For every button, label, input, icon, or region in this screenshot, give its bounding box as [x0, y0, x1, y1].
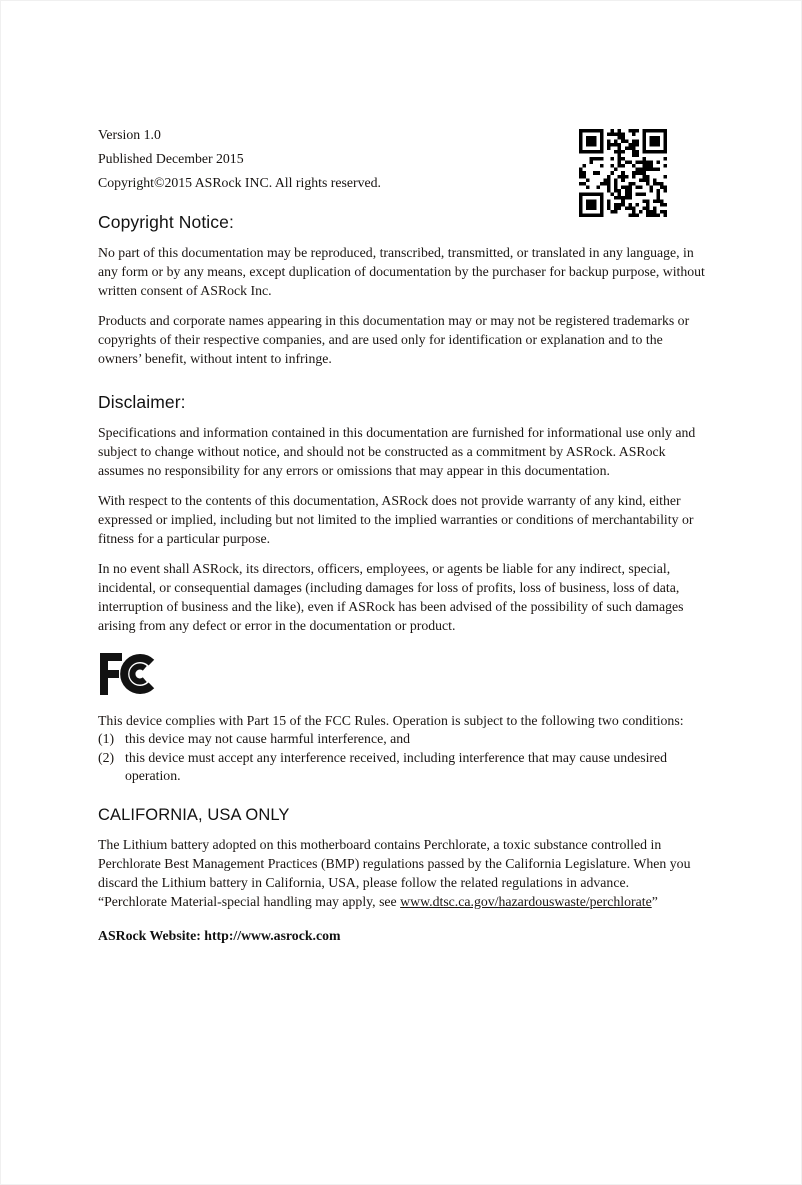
perchlorate-sentence-suffix: ”	[651, 893, 658, 909]
perchlorate-sentence-prefix: “Perchlorate Material-special handling may apply, see	[98, 893, 401, 909]
california-heading: CALIFORNIA, USA ONLY	[98, 805, 290, 824]
disclaimer-heading: Disclaimer:	[98, 392, 186, 412]
asrock-website-line: ASRock Website: http://www.asrock.com	[98, 927, 341, 943]
fcc-condition-2-number: (2)	[98, 749, 115, 765]
fcc-condition-1-number: (1)	[98, 731, 115, 746]
fcc-condition-1	[98, 730, 708, 749]
dtsc-link[interactable]: www.dtsc.ca.gov/hazardouswaste/perchlorate	[400, 893, 652, 909]
fcc-condition-2	[98, 749, 708, 786]
copyright-line: Copyright©2015 ASRock INC. All rights reserved.	[98, 175, 381, 190]
disclaimer-paragraph-2: With respect to the contents of this documentation, ASRock does not provide warranty of any kind, either expressed or implied, including but not limited to the implied warranties or conditions of merchantability or fitness for a particular purpose.	[98, 493, 694, 546]
california-text: The Lithium battery adopted on this motherboard contains Perchlorate, a toxic substance controlled in Perchlorate Best Management Practices (BMP) regulations passed by the California Legislature. When you discard the Lithium battery in California, USA, please follow the related regulations in advance.	[98, 836, 691, 890]
fcc-condition-1-text: this device may not cause harmful interference, and	[125, 731, 411, 746]
fcc-intro: This device complies with Part 15 of the FCC Rules. Operation is subject to the following two conditions:	[98, 713, 684, 728]
disclaimer-paragraph-3: In no event shall ASRock, its directors, officers, employees, or agents be liable for any indirect, special, incidental, or consequential damages (including damages for loss of profits, loss of business, loss of data, interruption of business and the like), even if ASRock has been advised of the possibility of such damages arising from any defect or error in the documentation or product.	[98, 561, 684, 633]
disclaimer-paragraph-1: Specifications and information contained in this documentation are furnished for informational use only and subject to change without notice, and should not be constructed as a commitment by ASRock. ASRock assumes no responsibility for any errors or omissions that may appear in this documentation.	[98, 425, 696, 478]
fcc-condition-2-text: this device must accept any interference received, including interference that may cause undesired operation.	[125, 749, 668, 783]
fcc-conditions	[98, 730, 708, 786]
copyright-notice-heading: Copyright Notice:	[98, 212, 234, 232]
copyright-paragraph-1: No part of this documentation may be reproduced, transcribed, transmitted, or translated in any language, in any form or by any means, except duplication of documentation by the purchaser for backup purpose, without written consent of ASRock Inc.	[98, 245, 705, 298]
fcc-logo	[98, 649, 168, 699]
version-line: Version 1.0	[98, 127, 161, 142]
published-line: Published December 2015	[98, 151, 244, 166]
copyright-paragraph-2: Products and corporate names appearing in this documentation may or may not be registered trademarks or copyrights of their respective companies, and are used only for identification or explanation and to the owners’ benefit, without intent to infringe.	[98, 313, 690, 366]
california-paragraph	[98, 835, 708, 911]
